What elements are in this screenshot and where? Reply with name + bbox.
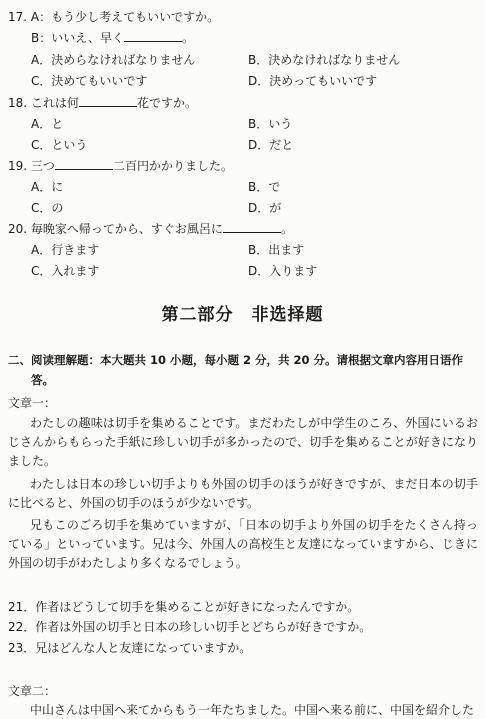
option-d: D．入ります [248,264,318,278]
option-b: B．いう [248,117,293,131]
passage-2-paragraph-1: 中山さんは中国へ来てからもう一年たちました。中国へ来る前に、中国を紹介した [30,703,475,717]
question-prompt: 毎晩家へ帰ってから、すぐお風呂に [30,222,223,236]
question-number: 18. [8,96,28,110]
option-a: A．に [31,180,64,194]
option-c: C．決めてもいいです [31,74,148,88]
question-prompt-end: 二百円かかりました。 [112,159,233,173]
question-18 [8,95,197,111]
answer-blank [55,158,113,170]
passage-1-paragraph-1: わたしの趣味は切手を集めることです。まだわたしが中学生のころ、外国にいるおじさんからもらった手紙に珍しい切手が多かったので、切手を集めることが好きになりました。 [8,416,478,468]
passage-1-paragraph-3: 兄もこのごろ切手を集めていますが、「日本の切手より外国の切手をたくさん持っている」といっています。兄は今、外国人の高校生と友達になっていますから、じきに外国の切手がわたしより多くなるでしょう。 [8,518,478,570]
option-a: A．と [31,117,64,131]
reply-end: 。 [181,31,194,45]
reply-text: B：いいえ、早く [31,31,124,45]
answer-blank [124,30,182,42]
option-d: D．決めってもいいです [248,74,378,88]
question-number: 19. [8,159,28,173]
question-19 [8,158,233,174]
answer-blank [223,221,281,233]
question-17-reply [31,30,194,46]
option-a: A．行きます [31,243,100,257]
reading-question-23: 23．兄はどんな人と友達になっていますか。 [8,641,252,655]
answer-blank [79,95,137,107]
option-c: C．入れます [31,264,100,278]
question-prompt-end: 。 [280,222,293,236]
reading-question-22: 22．作者は外国の切手と日本の珍しい切手とどちらが好きですか。 [8,620,372,634]
question-prompt: A：もう少し考えてもいいですか。 [30,10,220,24]
question-prompt: これは何 [30,96,79,110]
passage-1-paragraph-2: わたしは日本の珍しい切手よりも外国の切手のほうが好きですが、まだ日本の切手に比べると、外国の切手のほうが少ないです。 [8,477,478,510]
question-prompt-end: 花ですか。 [136,96,197,110]
question-number: 17. [8,10,28,24]
option-b: B．決めなければなりません [248,53,401,67]
question-20 [8,221,293,237]
passage-2-label: 文章二： [8,684,57,698]
option-a: A．決めらなければなりません [31,53,196,67]
section-instruction: 二、阅读理解题：本大题共 10 小题，每小题 2 分，共 20 分。请根据文章内容用日语作 [8,353,464,367]
option-b: B．で [248,180,281,194]
question-number: 20. [8,222,28,236]
question-17 [8,9,219,25]
option-d: D．が [248,201,282,215]
option-c: C．の [31,201,64,215]
question-prompt: 三つ [30,159,55,173]
option-b: B．出ます [248,243,305,257]
reading-question-21: 21．作者はどうして切手を集めることが好きになったんですか。 [8,600,360,614]
option-d: D．だと [248,138,294,152]
passage-1-label: 文章一： [8,396,57,410]
option-c: C．という [31,138,88,152]
section-instruction-cont: 答。 [31,373,54,387]
section-title: 第二部分 非选择题 [161,305,324,325]
